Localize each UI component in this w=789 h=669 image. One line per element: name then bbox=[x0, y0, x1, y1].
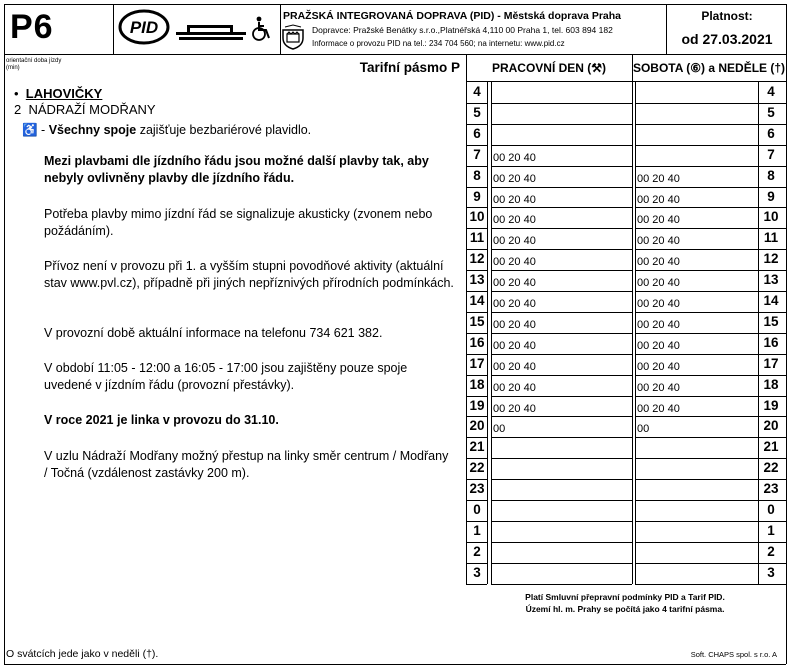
hour-label: 23 bbox=[469, 481, 485, 497]
hour-cell-border-right bbox=[758, 166, 786, 167]
weekday-cell-border bbox=[491, 500, 632, 501]
weekend-cell-border bbox=[635, 458, 758, 459]
contact-info: Informace o provozu PID na tel.: 234 704 560; na internetu: www.pid.cz bbox=[312, 39, 565, 48]
hour-cell-border-right bbox=[758, 437, 786, 438]
hour-label: 7 bbox=[473, 146, 481, 162]
hour-label: 0 bbox=[473, 502, 481, 517]
timetable-column-line bbox=[487, 82, 488, 584]
weekday-cell-border bbox=[491, 249, 632, 250]
weekend-cell-border bbox=[635, 187, 758, 188]
accessibility-symbol: ♿ - bbox=[22, 123, 46, 137]
weekend-cell-border bbox=[635, 103, 758, 104]
hour-cell-border bbox=[466, 270, 487, 271]
note-paragraph: V roce 2021 je linka v provozu do 31.10. bbox=[44, 413, 279, 427]
hour-label: 18 bbox=[469, 376, 485, 392]
software-credit: Soft. CHAPS spol. s r.o. A bbox=[690, 650, 777, 659]
weekday-departures: 00 20 40 bbox=[493, 277, 536, 290]
weekend-cell-border bbox=[635, 500, 758, 501]
weekday-cell-border bbox=[491, 103, 632, 104]
weekend-departures: 00 20 40 bbox=[637, 381, 680, 394]
weekend-cell-border bbox=[635, 207, 758, 208]
weekend-cell-border bbox=[635, 145, 758, 146]
weekday-header: PRACOVNÍ DEN (⚒) bbox=[491, 61, 607, 75]
weekday-cell-border bbox=[491, 479, 632, 480]
hour-cell-border bbox=[466, 542, 487, 543]
weekend-cell-border bbox=[635, 584, 758, 585]
weekend-cell-border bbox=[635, 375, 758, 376]
validity-date: od 27.03.2021 bbox=[681, 31, 773, 47]
hour-label: 19 bbox=[469, 397, 485, 413]
hour-label-right: 0 bbox=[767, 502, 775, 517]
weekday-departures: 00 bbox=[493, 423, 506, 436]
hour-cell-border bbox=[466, 563, 487, 564]
hour-label: 21 bbox=[469, 439, 485, 455]
hour-label-right: 3 bbox=[767, 564, 775, 580]
hour-cell-border-right bbox=[758, 145, 786, 146]
weekend-cell-border bbox=[635, 479, 758, 480]
hour-label: 9 bbox=[473, 188, 481, 204]
weekend-departures: 00 20 40 bbox=[637, 214, 680, 227]
hour-label-right: 13 bbox=[763, 272, 779, 288]
hour-label-right: 20 bbox=[763, 418, 779, 434]
weekday-cell-border bbox=[491, 437, 632, 438]
hour-label: 6 bbox=[473, 125, 481, 141]
weekend-cell-border bbox=[635, 333, 758, 334]
weekday-cell-border bbox=[491, 333, 632, 334]
hour-label-right: 18 bbox=[763, 376, 779, 392]
hour-label: 11 bbox=[469, 230, 485, 246]
hour-label-right: 2 bbox=[767, 543, 775, 559]
weekday-cell-border bbox=[491, 375, 632, 376]
weekend-departures: 00 20 40 bbox=[637, 298, 680, 310]
hour-label-right: 9 bbox=[767, 188, 775, 204]
operator-title: PRAŽSKÁ INTEGROVANÁ DOPRAVA (PID) - Městská doprava Praha bbox=[283, 10, 621, 22]
weekend-departures: 00 bbox=[637, 423, 650, 436]
hour-cell-border-right bbox=[758, 375, 786, 376]
weekend-departures: 00 20 40 bbox=[637, 235, 680, 248]
frame-bottom bbox=[4, 664, 786, 665]
hour-cell-border-right bbox=[758, 228, 786, 229]
weekday-departures: 00 20 40 bbox=[493, 193, 536, 206]
hour-label: 17 bbox=[469, 355, 485, 371]
stop-next bbox=[14, 102, 156, 117]
hour-cell-border-right bbox=[758, 542, 786, 543]
hour-cell-border-right bbox=[758, 249, 786, 250]
hour-cell-border bbox=[466, 207, 487, 208]
weekday-departures: 00 20 40 bbox=[493, 360, 536, 373]
hour-cell-border-right bbox=[758, 187, 786, 188]
weekday-cell-border bbox=[491, 291, 632, 292]
hour-label-right: 21 bbox=[763, 439, 779, 455]
hour-label-right: 23 bbox=[763, 481, 779, 497]
weekday-departures: 00 20 40 bbox=[493, 151, 536, 164]
accessibility-bold: Všechny spoje bbox=[48, 123, 137, 137]
prague-crest-icon bbox=[280, 24, 306, 50]
hour-cell-border bbox=[466, 291, 487, 292]
hour-cell-border-right bbox=[758, 396, 786, 397]
stop-time: 2 bbox=[14, 102, 22, 117]
weekday-cell-border bbox=[491, 270, 632, 271]
header-divider bbox=[4, 54, 786, 55]
note-paragraph: Potřeba plavby mimo jízdní řád se signalizuje akusticky (zvonem nebo požádáním). bbox=[44, 207, 433, 238]
weekday-cell-border bbox=[491, 228, 632, 229]
weekend-departures: 00 20 40 bbox=[637, 402, 680, 415]
timetable-left-border bbox=[466, 54, 467, 585]
hour-cell-border bbox=[466, 249, 487, 250]
ferry-icon bbox=[175, 22, 247, 42]
note-paragraph: V provozní době aktuální informace na telefonu 734 621 382. bbox=[44, 326, 383, 340]
hour-cell-border bbox=[466, 103, 487, 104]
weekday-departures: 00 20 40 bbox=[493, 298, 536, 310]
hour-cell-border bbox=[466, 145, 487, 146]
hour-cell-border-right bbox=[758, 521, 786, 522]
conditions-line-1: Platí Smluvní přepravní podmínky PID a Tarif PID. bbox=[525, 592, 725, 602]
hour-label: 22 bbox=[469, 460, 485, 476]
hour-label-right: 6 bbox=[767, 125, 775, 141]
weekend-departures: 00 20 40 bbox=[637, 339, 680, 352]
hour-label: 20 bbox=[469, 418, 485, 434]
weekend-departures: 00 20 40 bbox=[637, 256, 680, 269]
column-header-divider bbox=[466, 81, 786, 82]
weekend-cell-border bbox=[635, 542, 758, 543]
hour-cell-border-right bbox=[758, 270, 786, 271]
hour-label: 14 bbox=[469, 293, 485, 308]
hour-cell-border bbox=[466, 458, 487, 459]
frame-top bbox=[4, 4, 786, 5]
timetable-column-line bbox=[635, 82, 636, 584]
weekday-departures: 00 20 40 bbox=[493, 381, 536, 394]
timetable-right-border bbox=[786, 82, 787, 584]
frame-left bbox=[4, 4, 5, 664]
weekend-departures: 00 20 40 bbox=[637, 193, 680, 206]
weekend-cell-border bbox=[635, 312, 758, 313]
weekend-header: SOBOTA (⑥) a NEDĚLE (†) bbox=[632, 61, 786, 75]
stop-marker: • bbox=[14, 86, 19, 101]
weekday-cell-border bbox=[491, 312, 632, 313]
hour-label: 4 bbox=[473, 84, 481, 99]
hour-label-right: 10 bbox=[763, 209, 779, 225]
weekday-cell-border bbox=[491, 396, 632, 397]
hour-label-right: 7 bbox=[767, 146, 775, 162]
hour-cell-border bbox=[466, 521, 487, 522]
weekday-cell-border bbox=[491, 124, 632, 125]
hour-label-right: 11 bbox=[763, 230, 779, 246]
note-paragraph: V uzlu Nádraží Modřany možný přestup na linky směr centrum / Modřany / Točná (vzdálenost zastávky 200 m). bbox=[44, 449, 449, 480]
weekend-cell-border bbox=[635, 354, 758, 355]
note-paragraph: Přívoz není v provozu při 1. a vyšším stupni povodňové aktivity (aktuální stav www.pvl.cz), případně při jiných nepříznivých přírodních podmínkách. bbox=[44, 259, 454, 290]
weekend-departures: 00 20 40 bbox=[637, 360, 680, 373]
timetable-column-line bbox=[491, 82, 492, 584]
hour-cell-border bbox=[466, 354, 487, 355]
weekday-cell-border bbox=[491, 563, 632, 564]
hour-label-right: 15 bbox=[763, 313, 779, 329]
hour-label: 3 bbox=[473, 564, 481, 580]
note-paragraph: V období 11:05 - 12:00 a 16:05 - 17:00 jsou zajištěny pouze spoje uvedené v jízdním řádu (provozní přestávky). bbox=[44, 361, 408, 392]
hour-cell-border bbox=[466, 375, 487, 376]
conditions-line-2: Území hl. m. Prahy se počítá jako 4 tarifní pásma. bbox=[525, 604, 725, 614]
hour-cell-border-right bbox=[758, 312, 786, 313]
hour-cell-border-right bbox=[758, 333, 786, 334]
stop-name-current: LAHOVIČKY bbox=[25, 86, 103, 101]
weekday-cell-border bbox=[491, 207, 632, 208]
line-number: P6 bbox=[10, 8, 54, 46]
timetable-column-line bbox=[758, 82, 759, 584]
hour-cell-border-right bbox=[758, 103, 786, 104]
hour-label-right: 5 bbox=[767, 104, 775, 120]
hour-cell-border bbox=[466, 187, 487, 188]
weekend-cell-border bbox=[635, 563, 758, 564]
weekday-departures: 00 20 40 bbox=[493, 339, 536, 352]
weekend-cell-border bbox=[635, 228, 758, 229]
weekday-cell-border bbox=[491, 187, 632, 188]
weekend-cell-border bbox=[635, 521, 758, 522]
weekday-departures: 00 20 40 bbox=[493, 318, 536, 331]
validity-label: Platnost: bbox=[701, 9, 753, 23]
hour-label: 12 bbox=[469, 251, 485, 267]
hour-cell-border-right bbox=[758, 458, 786, 459]
hour-cell-border bbox=[466, 396, 487, 397]
hour-cell-border bbox=[466, 124, 487, 125]
hour-label-right: 19 bbox=[763, 397, 779, 413]
hour-label: 10 bbox=[469, 209, 485, 225]
weekend-cell-border bbox=[635, 291, 758, 292]
weekend-departures: 00 20 40 bbox=[637, 277, 680, 290]
weekend-cell-border bbox=[635, 166, 758, 167]
hour-label-right: 4 bbox=[767, 84, 775, 99]
weekday-cell-border bbox=[491, 458, 632, 459]
direction-note: orientační doba jízdy (min) bbox=[6, 58, 62, 71]
header-sep-3 bbox=[666, 4, 667, 54]
hour-label: 13 bbox=[469, 272, 485, 288]
wheelchair-icon bbox=[250, 16, 272, 42]
hour-label-right: 8 bbox=[767, 167, 775, 183]
hour-cell-border-right bbox=[758, 207, 786, 208]
weekend-cell-border bbox=[635, 249, 758, 250]
hour-cell-border bbox=[466, 416, 487, 417]
hour-label-right: 22 bbox=[763, 460, 779, 476]
conditions-note bbox=[470, 591, 780, 615]
weekend-departures: 00 20 40 bbox=[637, 318, 680, 331]
weekend-departures: 00 20 40 bbox=[637, 172, 680, 185]
hour-cell-border bbox=[466, 479, 487, 480]
hour-label-right: 14 bbox=[763, 293, 779, 308]
hour-label: 15 bbox=[469, 313, 485, 329]
weekend-cell-border bbox=[635, 437, 758, 438]
hour-label-right: 12 bbox=[763, 251, 779, 267]
stop-name-next: NÁDRAŽÍ MODŘANY bbox=[28, 102, 156, 117]
weekday-departures: 00 20 40 bbox=[493, 256, 536, 269]
accessibility-note bbox=[22, 122, 311, 139]
hour-label-right: 17 bbox=[763, 355, 779, 371]
hour-cell-border bbox=[466, 584, 487, 585]
weekday-departures: 00 20 40 bbox=[493, 172, 536, 185]
hour-cell-border bbox=[466, 333, 487, 334]
weekday-departures: 00 20 40 bbox=[493, 402, 536, 415]
timetable-column-line bbox=[632, 82, 633, 584]
weekday-cell-border bbox=[491, 584, 632, 585]
note-paragraph: Mezi plavbami dle jízdního řádu jsou možné další plavby tak, aby nebyly ovlivněny plavby dle jízdního řádu. bbox=[44, 154, 429, 185]
hour-label-right: 16 bbox=[763, 334, 779, 350]
hour-cell-border-right bbox=[758, 354, 786, 355]
hour-cell-border bbox=[466, 166, 487, 167]
weekday-cell-border bbox=[491, 354, 632, 355]
stop-current bbox=[14, 86, 102, 101]
weekday-departures: 00 20 40 bbox=[493, 235, 536, 248]
weekday-cell-border bbox=[491, 542, 632, 543]
header-sep-1 bbox=[113, 4, 114, 54]
hour-cell-border bbox=[466, 312, 487, 313]
tariff-zone: Tarifní pásmo P bbox=[359, 60, 460, 75]
carrier-info: Dopravce: Pražské Benátky s.r.o.,Platnéřská 4,110 00 Praha 1, tel. 603 894 182 bbox=[312, 25, 613, 35]
weekday-cell-border bbox=[491, 145, 632, 146]
hour-cell-border-right bbox=[758, 416, 786, 417]
weekday-cell-border bbox=[491, 416, 632, 417]
weekday-cell-border bbox=[491, 521, 632, 522]
hour-label: 8 bbox=[473, 167, 481, 183]
hour-cell-border bbox=[466, 228, 487, 229]
hour-label: 2 bbox=[473, 543, 481, 559]
hour-cell-border-right bbox=[758, 563, 786, 564]
pid-logo-icon bbox=[117, 8, 171, 46]
hour-cell-border-right bbox=[758, 124, 786, 125]
accessibility-text: zajišťuje bezbariérové plavidlo. bbox=[136, 123, 312, 137]
hour-label: 5 bbox=[473, 104, 481, 120]
weekend-cell-border bbox=[635, 270, 758, 271]
weekday-departures: 00 20 40 bbox=[493, 214, 536, 227]
hour-cell-border-right bbox=[758, 291, 786, 292]
weekend-cell-border bbox=[635, 416, 758, 417]
hour-label: 16 bbox=[469, 334, 485, 350]
weekday-cell-border bbox=[491, 166, 632, 167]
hour-label-right: 1 bbox=[767, 522, 775, 538]
hour-cell-border-right bbox=[758, 500, 786, 501]
holiday-note: O svátcích jede jako v neděli (†). bbox=[6, 648, 159, 660]
pid-logo-text: PID bbox=[129, 18, 159, 37]
weekend-cell-border bbox=[635, 396, 758, 397]
weekend-cell-border bbox=[635, 124, 758, 125]
hour-cell-border-right bbox=[758, 584, 786, 585]
hour-cell-border bbox=[466, 437, 487, 438]
hour-label: 1 bbox=[473, 522, 481, 538]
hour-cell-border bbox=[466, 500, 487, 501]
hour-cell-border-right bbox=[758, 479, 786, 480]
